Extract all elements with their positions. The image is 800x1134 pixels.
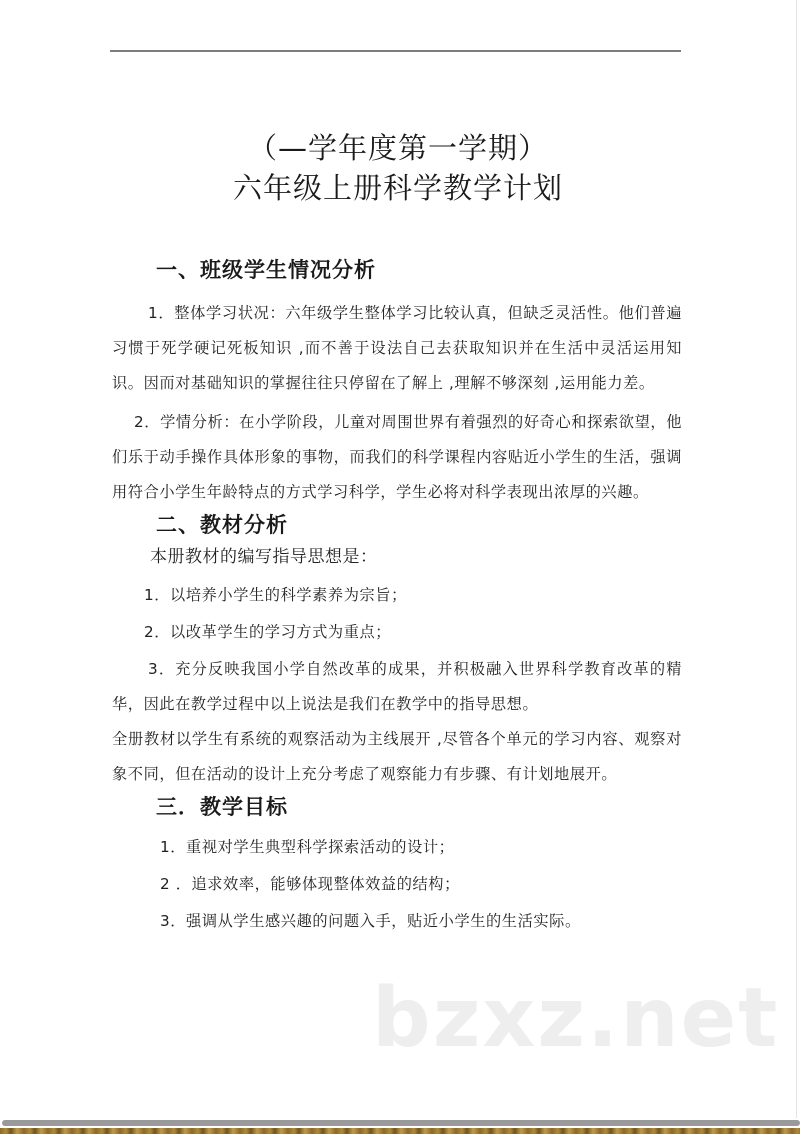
list-item: 2．以改革学生的学习方式为重点； xyxy=(144,623,392,641)
background-image-strip xyxy=(0,1128,800,1134)
paragraph-learning-analysis: 2．学情分析：在小学阶段，儿童对周围世界有着强烈的好奇心和探索欲望，他们乐于动手操作具体形象的事物，而我们的科学课程内容贴近小学生的生活，强调用符合小学生年龄特点的方式学习科学，学生必将对科学表现出浓厚的兴趣。 xyxy=(112,413,682,501)
title-main: 六年级上册科学教学计划 xyxy=(232,171,563,205)
watermark-text: bzxz.net xyxy=(372,971,780,1066)
horizontal-scrollbar[interactable] xyxy=(2,1120,800,1126)
list-item: 1．重视对学生典型科学探索活动的设计； xyxy=(160,838,455,856)
paragraph-overall-status: 1．整体学习状况：六年级学生整体学习比较认真，但缺乏灵活性。他们普遍习惯于死学硬记死板知识 ,而不善于设法自己去获取知识并在生活中灵活运用知识。因而对基础知识的掌握往往只停留在了解上 ,理解不够深刻 ,运用能力差。 xyxy=(112,304,682,392)
textbook-intro: 本册教材的编写指导思想是： xyxy=(150,547,378,567)
section-heading-student-analysis: 一、班级学生情况分析 xyxy=(156,258,376,282)
list-item: 3．充分反映我国小学自然改革的成果，并积极融入世界科学教育改革的精华，因此在教学过程中以上说法是我们在教学中的指导思想。 xyxy=(112,660,682,713)
section-heading-teaching-goals: 三．教学目标 xyxy=(156,795,288,819)
section-heading-textbook-analysis: 二、教材分析 xyxy=(156,513,288,537)
title-semester: （—学年度第一学期） xyxy=(247,131,548,165)
list-item: 1．以培养小学生的科学素养为宗旨； xyxy=(144,586,407,604)
paragraph-textbook-summary: 全册教材以学生有系统的观察活动为主线展开 ,尽管各个单元的学习内容、观察对象不同，但在活动的设计上充分考虑了观察能力有步骤、有计划地展开。 xyxy=(112,730,682,783)
header-rule xyxy=(110,50,681,52)
list-item: 3．强调从学生感兴趣的问题入手，贴近小学生的生活实际。 xyxy=(160,912,581,930)
list-item: 2 ．追求效率，能够体现整体效益的结构； xyxy=(160,875,460,893)
document-body xyxy=(112,255,682,941)
title-block xyxy=(0,128,796,208)
